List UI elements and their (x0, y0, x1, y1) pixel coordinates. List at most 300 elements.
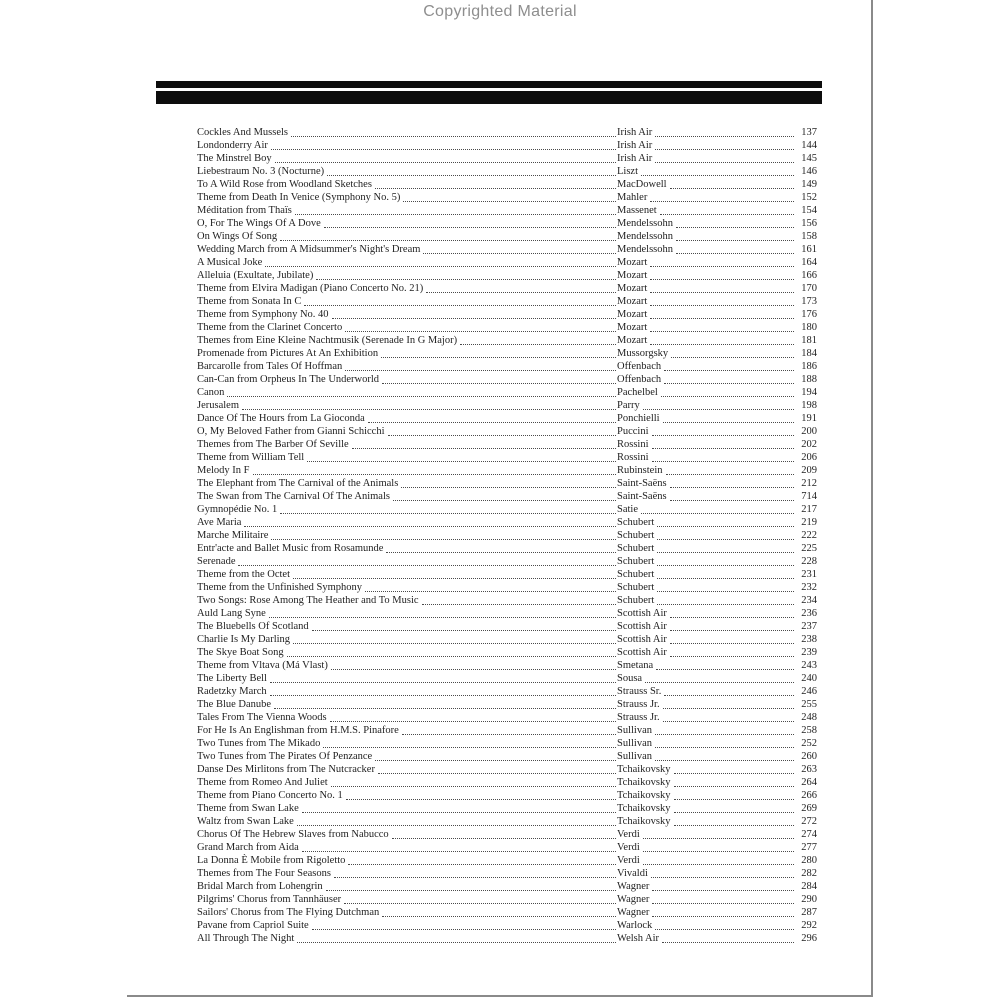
toc-composer: Scottish Air (617, 647, 667, 658)
toc-composer: Saint-Saëns (617, 491, 667, 502)
toc-row (197, 139, 817, 152)
toc-composer: Parry (617, 400, 640, 411)
dot-leader (655, 734, 794, 735)
toc-composer-block (617, 230, 817, 243)
dot-leader (656, 669, 794, 670)
toc-composer-block (617, 737, 817, 750)
toc-row (197, 269, 817, 282)
toc-composer: Schubert (617, 530, 655, 541)
toc-page-number: 252 (801, 738, 817, 749)
dot-leader (655, 149, 794, 150)
toc-page-number: 222 (801, 530, 817, 541)
toc-composer: Offenbach (617, 374, 662, 385)
dot-leader (345, 370, 616, 371)
toc-page-number: 239 (801, 647, 817, 658)
dot-leader (663, 422, 794, 423)
toc-row (197, 542, 817, 555)
toc-row (197, 178, 817, 191)
dot-leader (271, 539, 616, 540)
dot-leader (280, 513, 616, 514)
toc-page-number: 144 (801, 140, 817, 151)
header-double-rule (156, 81, 822, 104)
toc-page-number: 217 (801, 504, 817, 515)
toc-composer: Pachelbel (617, 387, 658, 398)
toc-composer-block (617, 841, 817, 854)
toc-composer-block (617, 568, 817, 581)
toc-page-number: 152 (801, 192, 817, 203)
toc-title: Themes from The Four Seasons (197, 868, 331, 879)
dot-leader (382, 383, 616, 384)
toc-row (197, 776, 817, 789)
toc-title: Dance Of The Hours from La Gioconda (197, 413, 365, 424)
dot-leader (402, 734, 616, 735)
toc-row (197, 360, 817, 373)
dot-leader (674, 773, 794, 774)
copyright-watermark: Copyrighted Material (423, 3, 577, 20)
dot-leader (331, 786, 616, 787)
toc-composer: Warlock (617, 920, 653, 931)
dot-leader (652, 916, 794, 917)
toc-title: Ave Maria (197, 517, 242, 528)
toc-composer-block (617, 490, 817, 503)
toc-composer: Mahler (617, 192, 648, 203)
toc-title: Méditation from Thaïs (197, 205, 292, 216)
toc-composer-block (617, 919, 817, 932)
toc-page-number: 237 (801, 621, 817, 632)
toc-composer: Irish Air (617, 127, 653, 138)
toc-page-number: 290 (801, 894, 817, 905)
toc-composer: Wagner (617, 881, 650, 892)
toc-composer: Ponchielli (617, 413, 660, 424)
dot-leader (652, 435, 795, 436)
dot-leader (661, 396, 794, 397)
toc-title: Bridal March from Lohengrin (197, 881, 323, 892)
dot-leader (670, 656, 794, 657)
toc-title: La Donna È Mobile from Rigoletto (197, 855, 346, 866)
page-edge-bottom (127, 995, 873, 997)
toc-title: Theme from Romeo And Juliet (197, 777, 328, 788)
toc-title: Charlie Is My Darling (197, 634, 291, 645)
toc-composer-block (617, 308, 817, 321)
dot-leader (393, 500, 616, 501)
dot-leader (392, 838, 616, 839)
toc-row (197, 633, 817, 646)
dot-leader (388, 435, 616, 436)
toc-row (197, 932, 817, 945)
toc-title: O, My Beloved Father from Gianni Schicchi (197, 426, 385, 437)
toc-row (197, 711, 817, 724)
toc-composer-block (617, 529, 817, 542)
toc-composer: Schubert (617, 543, 655, 554)
dot-leader (657, 526, 794, 527)
dot-leader (242, 409, 616, 410)
toc-title: Wedding March from A Midsummer's Night's Dream (197, 244, 421, 255)
toc-composer: Schubert (617, 517, 655, 528)
dot-leader (676, 227, 794, 228)
dot-leader (334, 877, 616, 878)
toc-row (197, 165, 817, 178)
toc-composer: Mozart (617, 309, 648, 320)
dot-leader (641, 175, 794, 176)
toc-page-number: 164 (801, 257, 817, 268)
dot-leader (302, 812, 616, 813)
toc-page-number: 161 (801, 244, 817, 255)
toc-row (197, 425, 817, 438)
toc-composer: Welsh Air (617, 933, 660, 944)
toc-composer-block (617, 620, 817, 633)
dot-leader (660, 214, 794, 215)
toc-title: Cockles And Mussels (197, 127, 289, 138)
toc-title: Tales From The Vienna Woods (197, 712, 327, 723)
toc-title: Theme from Swan Lake (197, 803, 299, 814)
toc-page-number: 209 (801, 465, 817, 476)
toc-row (197, 568, 817, 581)
toc-title: For He Is An Englishman from H.M.S. Pinafore (197, 725, 399, 736)
toc-title: Theme from the Unfinished Symphony (197, 582, 363, 593)
toc-title: Sailors' Chorus from The Flying Dutchman (197, 907, 380, 918)
toc-composer-block (617, 152, 817, 165)
dot-leader (652, 903, 794, 904)
toc-page-number: 194 (801, 387, 817, 398)
toc-composer-block (617, 763, 817, 776)
toc-title: Can-Can from Orpheus In The Underworld (197, 374, 380, 385)
dot-leader (312, 630, 616, 631)
toc-title: Themes from Eine Kleine Nachtmusik (Serenade In G Major) (197, 335, 458, 346)
dot-leader (460, 344, 616, 345)
toc-page-number: 714 (801, 491, 817, 502)
toc-row (197, 412, 817, 425)
toc-composer-block (617, 776, 817, 789)
dot-leader (643, 851, 794, 852)
dot-leader (327, 175, 616, 176)
toc-composer-block (617, 269, 817, 282)
toc-composer: Mozart (617, 257, 648, 268)
toc-title: All Through The Night (197, 933, 295, 944)
toc-composer-block (617, 126, 817, 139)
toc-page-number: 272 (801, 816, 817, 827)
toc-title: Theme from the Octet (197, 569, 291, 580)
toc-title: The Swan from The Carnival Of The Animals (197, 491, 390, 502)
toc-composer: Mozart (617, 335, 648, 346)
toc-row (197, 516, 817, 529)
toc-row (197, 594, 817, 607)
toc-title: Serenade (197, 556, 236, 567)
dot-leader (331, 669, 616, 670)
toc-composer-block (617, 685, 817, 698)
toc-title: The Elephant from The Carnival of the Animals (197, 478, 399, 489)
toc-row (197, 126, 817, 139)
toc-title: Canon (197, 387, 225, 398)
toc-row (197, 503, 817, 516)
dot-leader (663, 721, 794, 722)
toc-composer: Irish Air (617, 153, 653, 164)
dot-leader (666, 474, 794, 475)
dot-leader (657, 539, 794, 540)
toc-row (197, 308, 817, 321)
toc-page-number: 173 (801, 296, 817, 307)
toc-composer-block (617, 555, 817, 568)
toc-page-number: 248 (801, 712, 817, 723)
toc-title: Radetzky March (197, 686, 267, 697)
toc-composer-block (617, 880, 817, 893)
dot-leader (346, 799, 616, 800)
toc-composer-block (617, 178, 817, 191)
toc-row (197, 477, 817, 490)
toc-composer-block (617, 854, 817, 867)
dot-leader (253, 474, 617, 475)
dot-leader (386, 552, 616, 553)
toc-composer-block (617, 932, 817, 945)
toc-title: On Wings Of Song (197, 231, 278, 242)
toc-page-number: 170 (801, 283, 817, 294)
toc-composer: Scottish Air (617, 608, 667, 619)
dot-leader (295, 214, 616, 215)
dot-leader (655, 747, 794, 748)
toc-page-number: 191 (801, 413, 817, 424)
toc-page-number: 228 (801, 556, 817, 567)
toc-title: Theme from Elvira Madigan (Piano Concerto No. 21) (197, 283, 424, 294)
toc-page-number: 186 (801, 361, 817, 372)
toc-page-number: 188 (801, 374, 817, 385)
toc-title: Theme from William Tell (197, 452, 305, 463)
dot-leader (670, 188, 794, 189)
toc-title: Theme from Sonata In C (197, 296, 302, 307)
toc-page-number: 238 (801, 634, 817, 645)
toc-composer: Offenbach (617, 361, 662, 372)
toc-row (197, 243, 817, 256)
toc-composer-block (617, 477, 817, 490)
toc-composer: Wagner (617, 894, 650, 905)
toc-row (197, 685, 817, 698)
toc-page-number: 280 (801, 855, 817, 866)
page-edge-right (871, 0, 873, 997)
toc-title: Pavane from Capriol Suite (197, 920, 309, 931)
toc-composer-block (617, 594, 817, 607)
toc-composer-block (617, 360, 817, 373)
dot-leader (655, 136, 794, 137)
toc-row (197, 646, 817, 659)
toc-composer-block (617, 243, 817, 256)
dot-leader (650, 279, 794, 280)
dot-leader (423, 253, 616, 254)
toc-page-number: 137 (801, 127, 817, 138)
toc-row (197, 555, 817, 568)
toc-title: Promenade from Pictures At An Exhibition (197, 348, 379, 359)
toc-page-number: 166 (801, 270, 817, 281)
dot-leader (676, 240, 794, 241)
dot-leader (297, 825, 616, 826)
toc-composer-block (617, 789, 817, 802)
toc-composer-block (617, 698, 817, 711)
dot-leader (375, 188, 616, 189)
dot-leader (378, 773, 616, 774)
dot-leader (365, 591, 616, 592)
toc-page-number: 212 (801, 478, 817, 489)
toc-row (197, 295, 817, 308)
toc-title: Theme from Death In Venice (Symphony No. 5) (197, 192, 401, 203)
toc-row (197, 399, 817, 412)
dot-leader (655, 929, 794, 930)
toc-title: Theme from Symphony No. 40 (197, 309, 329, 320)
dot-leader (382, 916, 616, 917)
dot-leader (352, 448, 616, 449)
toc-row (197, 217, 817, 230)
dot-leader (657, 565, 794, 566)
dot-leader (348, 864, 616, 865)
toc-row (197, 763, 817, 776)
toc-composer-block (617, 893, 817, 906)
toc-composer: Tchaikovsky (617, 803, 671, 814)
toc-composer: Vivaldi (617, 868, 648, 879)
dot-leader (270, 682, 616, 683)
dot-leader (670, 630, 794, 631)
toc-row (197, 815, 817, 828)
toc-composer-block (617, 711, 817, 724)
dot-leader (645, 682, 794, 683)
toc-composer-block (617, 399, 817, 412)
toc-row (197, 841, 817, 854)
toc-page-number: 269 (801, 803, 817, 814)
dot-leader (643, 838, 794, 839)
toc-composer: Schubert (617, 556, 655, 567)
toc-page-number: 146 (801, 166, 817, 177)
toc-title: Chorus Of The Hebrew Slaves from Nabucco (197, 829, 389, 840)
toc-title: Theme from Vltava (Má Vlast) (197, 660, 328, 671)
dot-leader (422, 604, 616, 605)
dot-leader (674, 825, 794, 826)
dot-leader (650, 266, 794, 267)
toc-composer: Verdi (617, 842, 640, 853)
toc-page-number: 284 (801, 881, 817, 892)
toc-composer-block (617, 438, 817, 451)
dot-leader (657, 604, 794, 605)
toc-title: Grand March from Aida (197, 842, 299, 853)
toc-title: Theme from the Clarinet Concerto (197, 322, 343, 333)
toc-composer-block (617, 282, 817, 295)
dot-leader (270, 695, 616, 696)
toc-page-number: 180 (801, 322, 817, 333)
dot-leader (664, 370, 794, 371)
toc-composer: Rubinstein (617, 465, 663, 476)
toc-composer: Sullivan (617, 725, 653, 736)
dot-leader (403, 201, 616, 202)
dot-leader (381, 357, 616, 358)
toc-composer-block (617, 425, 817, 438)
toc-composer-block (617, 906, 817, 919)
toc-page-number: 154 (801, 205, 817, 216)
toc-composer-block (617, 542, 817, 555)
toc-title: Two Tunes from The Pirates Of Penzance (197, 751, 373, 762)
toc-row (197, 802, 817, 815)
toc-composer: Mendelssohn (617, 244, 673, 255)
dot-leader (643, 864, 794, 865)
toc-composer: Sullivan (617, 751, 653, 762)
toc-composer-block (617, 659, 817, 672)
header-rule-thin (156, 81, 822, 88)
toc-composer-block (617, 412, 817, 425)
toc-title: Liebestraum No. 3 (Nocturne) (197, 166, 325, 177)
toc-composer-block (617, 802, 817, 815)
dot-leader (368, 422, 616, 423)
toc-composer: Massenet (617, 205, 657, 216)
toc-composer-block (617, 386, 817, 399)
dot-leader (641, 513, 794, 514)
dot-leader (650, 305, 794, 306)
toc-page-number: 296 (801, 933, 817, 944)
dot-leader (345, 331, 616, 332)
toc-page-number: 181 (801, 335, 817, 346)
toc-composer-block (617, 646, 817, 659)
toc-title: Themes from The Barber Of Seville (197, 439, 349, 450)
toc-composer: Verdi (617, 855, 640, 866)
dot-leader (655, 760, 794, 761)
dot-leader (664, 383, 794, 384)
toc-list (197, 126, 817, 945)
toc-row (197, 620, 817, 633)
toc-row (197, 880, 817, 893)
dot-leader (291, 136, 616, 137)
dot-leader (275, 162, 616, 163)
toc-page-number: 246 (801, 686, 817, 697)
dot-leader (674, 812, 794, 813)
toc-composer: Saint-Saëns (617, 478, 667, 489)
toc-title: A Musical Joke (197, 257, 263, 268)
toc-composer: Schubert (617, 569, 655, 580)
toc-composer-block (617, 724, 817, 737)
toc-row (197, 789, 817, 802)
toc-row (197, 854, 817, 867)
dot-leader (274, 708, 616, 709)
toc-composer-block (617, 256, 817, 269)
toc-composer-block (617, 750, 817, 763)
toc-row (197, 828, 817, 841)
dot-leader (650, 201, 794, 202)
header-rule-thick (156, 91, 822, 104)
toc-page-number: 206 (801, 452, 817, 463)
dot-leader (265, 266, 616, 267)
toc-composer-block (617, 503, 817, 516)
dot-leader (676, 253, 794, 254)
toc-title: Marche Militaire (197, 530, 269, 541)
toc-page-number: 240 (801, 673, 817, 684)
dot-leader (302, 851, 616, 852)
toc-row (197, 152, 817, 165)
toc-page-number: 277 (801, 842, 817, 853)
dot-leader (652, 461, 794, 462)
toc-composer: Tchaikovsky (617, 764, 671, 775)
toc-page-number: 158 (801, 231, 817, 242)
toc-page-number: 282 (801, 868, 817, 879)
toc-composer: Tchaikovsky (617, 790, 671, 801)
dot-leader (287, 656, 616, 657)
toc-row (197, 256, 817, 269)
dot-leader (312, 929, 616, 930)
dot-leader (651, 877, 794, 878)
toc-composer: Wagner (617, 907, 650, 918)
toc-title: Theme from Piano Concerto No. 1 (197, 790, 343, 801)
toc-composer-block (617, 217, 817, 230)
dot-leader (307, 461, 616, 462)
toc-composer: Scottish Air (617, 634, 667, 645)
toc-page-number: 184 (801, 348, 817, 359)
toc-composer: Rossini (617, 452, 649, 463)
dot-leader (671, 357, 794, 358)
dot-leader (664, 695, 794, 696)
toc-title: Two Tunes from The Mikado (197, 738, 321, 749)
dot-leader (244, 526, 616, 527)
toc-page-number: 225 (801, 543, 817, 554)
dot-leader (650, 318, 794, 319)
